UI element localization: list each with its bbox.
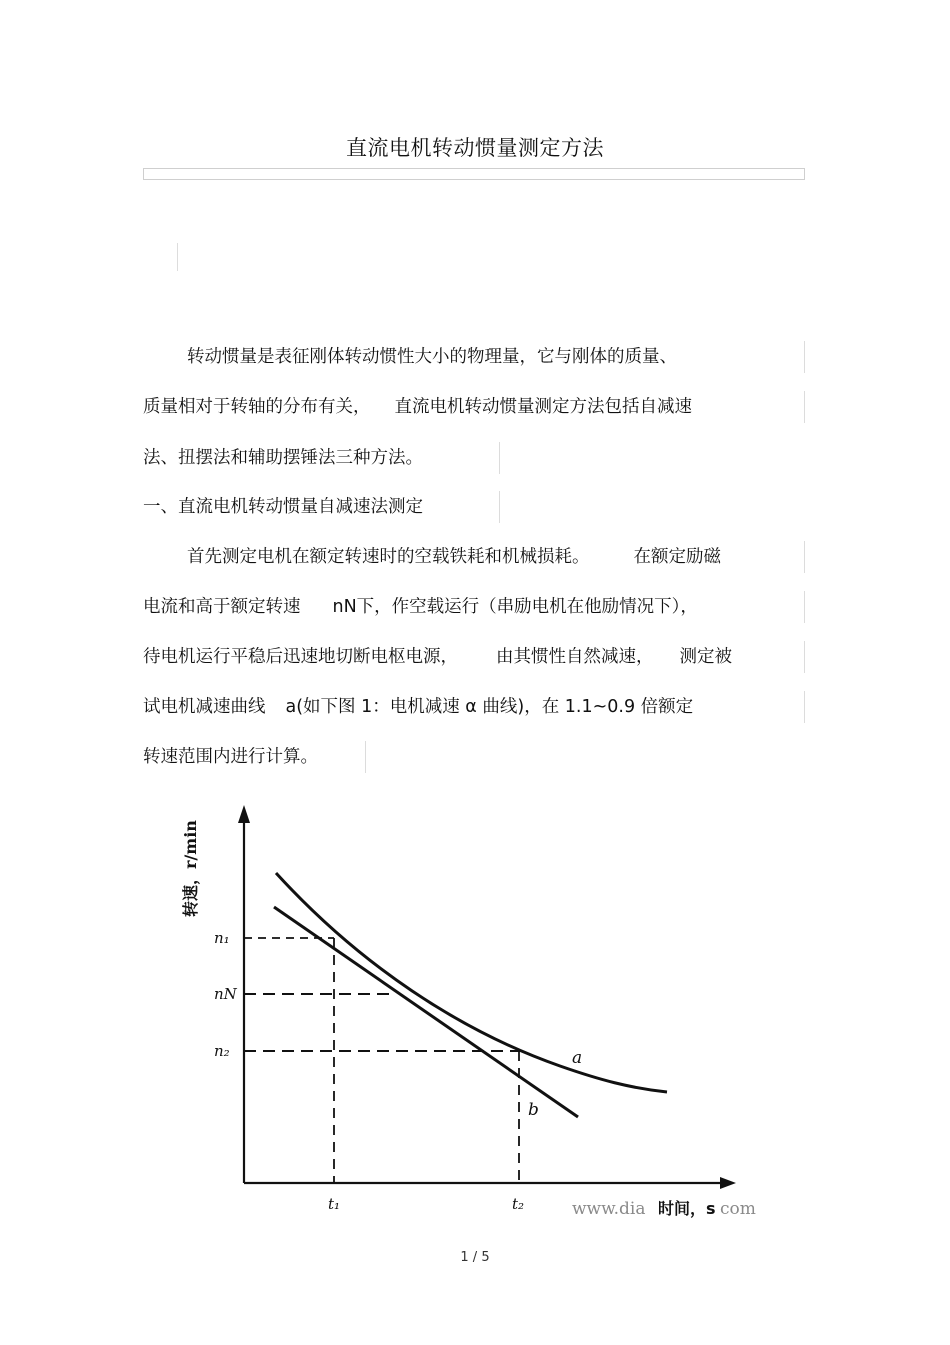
margin-mark xyxy=(177,243,178,271)
x-axis-label: 时间，s xyxy=(658,1199,716,1218)
watermark-text-end: com xyxy=(720,1199,756,1219)
x-tick-t2: t₂ xyxy=(512,1195,525,1213)
paragraph-1-line-2: 质量相对于转轴的分布有关， 直流电机转动惯量测定方法包括自减速 xyxy=(143,391,805,423)
y-axis-arrow-icon xyxy=(238,805,250,823)
curve-label-a: a xyxy=(572,1048,583,1068)
title-divider xyxy=(143,168,805,180)
paragraph-2-line-3: 待电机运行平稳后迅速地切断电枢电源， 由其惯性自然减速， 测定被 xyxy=(143,641,805,673)
paragraph-2-line-1: 首先测定电机在额定转速时的空载铁耗和机械损耗。 在额定励磁 xyxy=(143,541,805,573)
x-axis-arrow-icon xyxy=(720,1177,736,1189)
x-tick-t1: t₁ xyxy=(328,1195,341,1213)
paragraph-2-line-4: 试电机减速曲线 a(如下图 1：电机减速 α 曲线)，在 1.1~0.9 倍额定 xyxy=(143,691,805,723)
paragraph-1-line-3: 法、扭摆法和辅助摆锤法三种方法。 xyxy=(143,442,500,474)
document-title: 直流电机转动惯量测定方法 xyxy=(346,136,604,160)
watermark-text: www.dia xyxy=(572,1199,646,1219)
deceleration-curve-figure xyxy=(160,795,760,1225)
y-tick-n2: n₂ xyxy=(214,1042,230,1060)
y-tick-n1: n₁ xyxy=(214,929,230,947)
paragraph-2-line-2: 电流和高于额定转速 nN下，作空载运行（串励电机在他励情况下）， xyxy=(143,591,805,623)
paragraph-1-line-1: 转动惯量是表征刚体转动惯性大小的物理量，它与刚体的质量、 xyxy=(143,341,805,373)
paragraph-2-line-5: 转速范围内进行计算。 xyxy=(143,741,366,773)
y-axis-label: 转速，r/min xyxy=(181,820,200,917)
y-tick-nN: nN xyxy=(214,985,237,1003)
tangent-line-b xyxy=(274,907,578,1117)
page-number: 1 / 5 xyxy=(460,1250,490,1265)
curve-label-b: b xyxy=(528,1100,539,1120)
section-heading: 一、直流电机转动惯量自减速法测定 xyxy=(143,491,500,523)
